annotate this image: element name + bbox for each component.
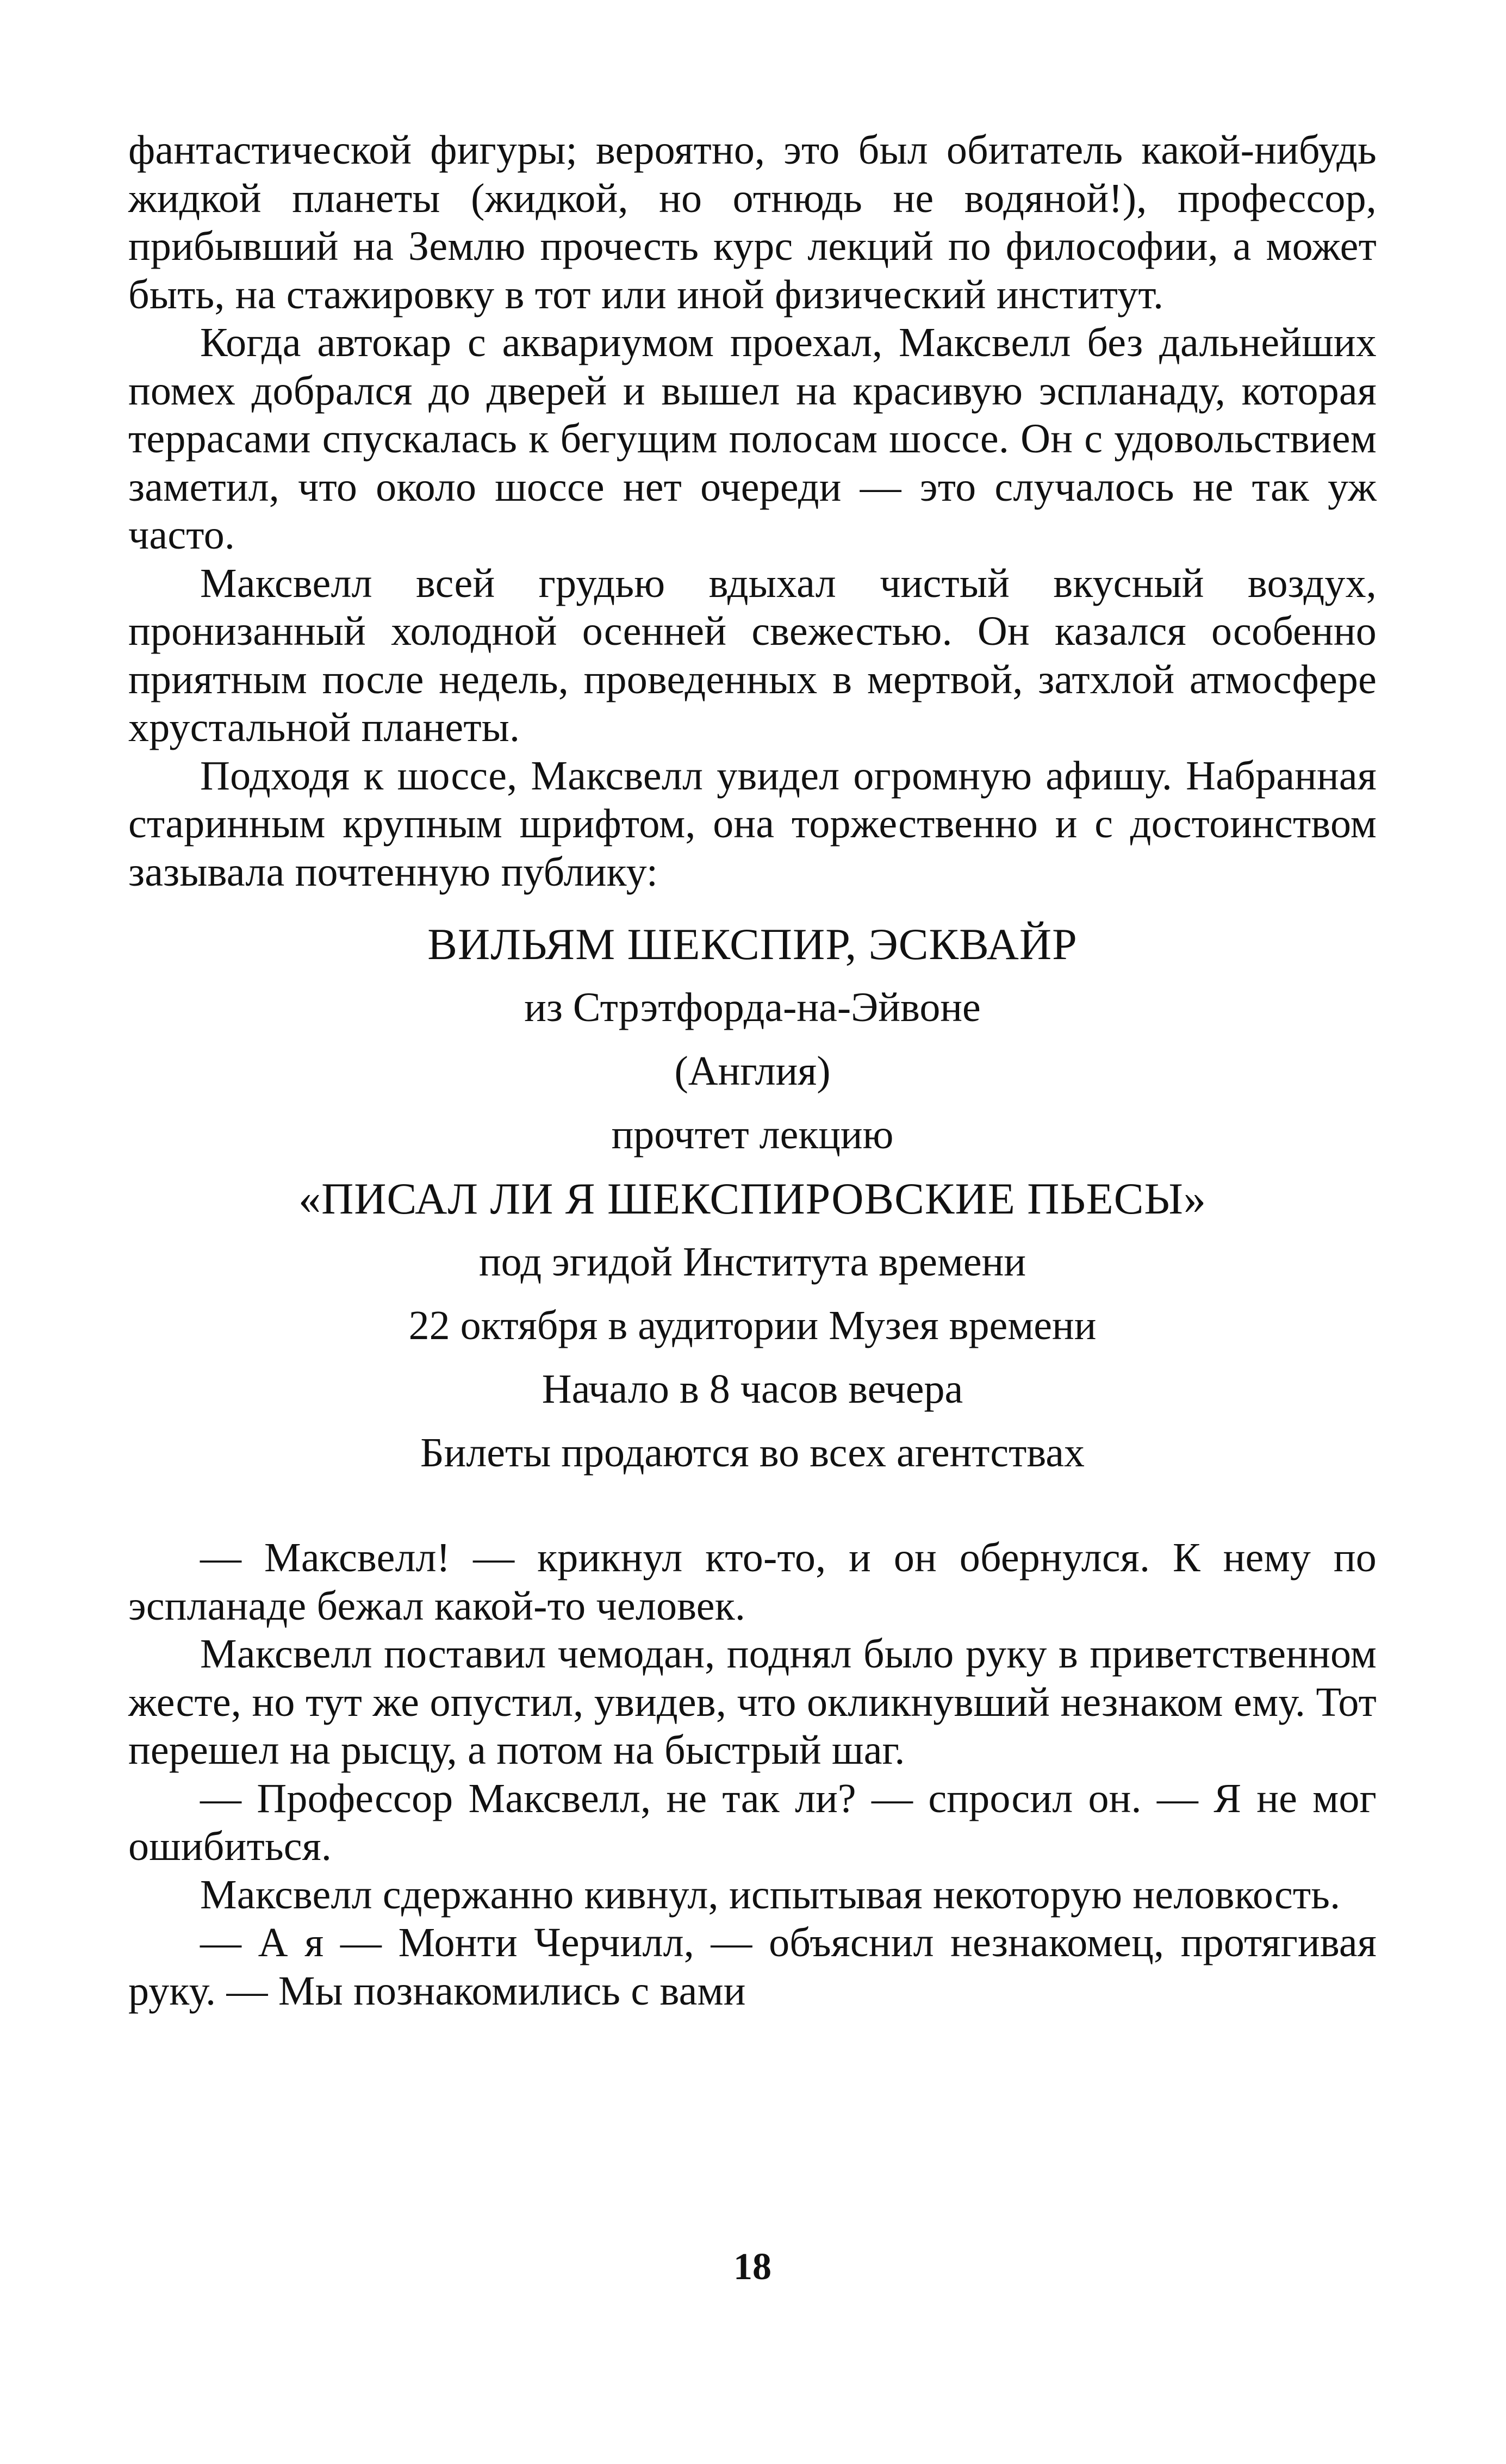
paragraph: Максвелл поставил чемодан, поднял было руку в приветственном жесте, но тут же опустил, увидев, что окликнувший незнаком ему. Тот перешел на рысцу, а потом на быстрый шаг. xyxy=(128,1631,1377,1773)
poster-action: прочтет лекцию xyxy=(611,1112,894,1158)
paragraph: Когда автокар с аквариумом проехал, Максвелл без дальнейших помех добрался до дверей и вышел на красивую эспланаду, которая террасами спускалась к бегущим полосам шоссе. Он с удовольствием заметил, что около шоссе нет очереди — это случалось не так уж часто. xyxy=(128,320,1377,558)
paragraph: Максвелл всей грудью вдыхал чистый вкусный воздух, пронизанный холодной осенней свежестью. Он казался особенно приятным после недель, проведенных в мертвой, затхлой атмосфере хрустальной планеты. xyxy=(128,560,1377,750)
paragraph: Подходя к шоссе, Максвелл увидел огромную афишу. Набранная старинным крупным шрифтом, она торжественно и с достоинством зазывала почтенную публику: xyxy=(128,752,1377,895)
section-spacer xyxy=(128,1485,1377,1534)
poster-lecture-title: «ПИСАЛ ЛИ Я ШЕКСПИРОВСКИЕ ПЬЕСЫ» xyxy=(298,1174,1206,1223)
poster-tickets: Билеты продаются во всех агентствах xyxy=(420,1430,1085,1476)
poster-country: (Англия) xyxy=(674,1048,831,1094)
poster-title: ВИЛЬЯМ ШЕКСПИР, ЭСКВАЙР xyxy=(427,919,1078,969)
poster-date-place: 22 октября в аудитории Музея времени xyxy=(408,1303,1097,1348)
paragraph: Максвелл сдержанно кивнул, испытывая некоторую неловкость. xyxy=(200,1871,1341,1918)
page-number: 18 xyxy=(733,2246,771,2288)
poster-sponsor: под эгидой Института времени xyxy=(479,1239,1026,1285)
paragraph: — Максвелл! — крикнул кто-то, и он обернулся. К нему по эспланаде бежал какой-то человек. xyxy=(128,1535,1377,1629)
paragraph: — А я — Монти Черчилл, — объяснил незнакомец, протягивая руку. — Мы познакомились с вами xyxy=(128,1920,1377,2014)
paragraph: — Профессор Максвелл, не так ли? — спросил он. — Я не мог ошибиться. xyxy=(128,1775,1377,1869)
poster-origin: из Стрэтфорда-на-Эйвоне xyxy=(524,985,981,1030)
poster-start-time: Начало в 8 часов вечера xyxy=(542,1366,963,1412)
book-page xyxy=(128,126,1377,2355)
paragraph: фантастической фигуры; вероятно, это был обитатель какой-нибудь жидкой планеты (жидкой, но отнюдь не водяной!), профессор, прибывший на Землю прочесть курс лекций по философии, а может быть, на стажировку в тот или иной физический институт. xyxy=(128,127,1377,318)
poster-announcement xyxy=(128,912,1377,1485)
